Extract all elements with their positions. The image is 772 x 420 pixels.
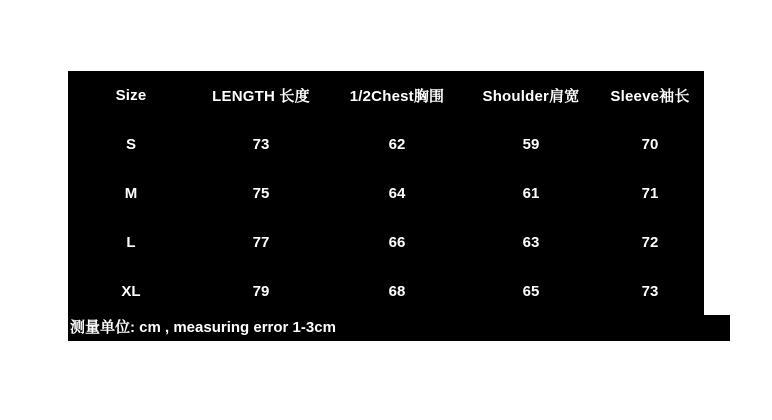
table-row xyxy=(68,120,704,169)
cell-chest: 64 xyxy=(328,169,466,218)
cell-shoulder: 65 xyxy=(466,267,596,316)
cell-size: M xyxy=(68,169,194,218)
table-row xyxy=(68,169,704,218)
cell-length: 79 xyxy=(194,267,328,316)
measurement-note: 测量单位: cm , measuring error 1-3cm xyxy=(68,315,730,341)
table-header-row xyxy=(68,71,704,120)
column-header-shoulder: Shoulder肩宽 xyxy=(466,71,596,120)
cell-sleeve: 72 xyxy=(596,218,704,267)
cell-sleeve: 71 xyxy=(596,169,704,218)
cell-shoulder: 63 xyxy=(466,218,596,267)
table-row xyxy=(68,218,704,267)
column-header-size: Size xyxy=(68,71,194,120)
size-chart-table-wrapper xyxy=(68,71,704,316)
cell-sleeve: 73 xyxy=(596,267,704,316)
cell-chest: 68 xyxy=(328,267,466,316)
column-header-chest: 1/2Chest胸围 xyxy=(328,71,466,120)
cell-shoulder: 61 xyxy=(466,169,596,218)
cell-size: S xyxy=(68,120,194,169)
table-row xyxy=(68,267,704,316)
column-header-length: LENGTH 长度 xyxy=(194,71,328,120)
cell-size: XL xyxy=(68,267,194,316)
cell-length: 77 xyxy=(194,218,328,267)
cell-sleeve: 70 xyxy=(596,120,704,169)
size-chart-table xyxy=(68,71,704,316)
cell-shoulder: 59 xyxy=(466,120,596,169)
cell-chest: 62 xyxy=(328,120,466,169)
cell-chest: 66 xyxy=(328,218,466,267)
cell-length: 73 xyxy=(194,120,328,169)
column-header-sleeve: Sleeve袖长 xyxy=(596,71,704,120)
cell-length: 75 xyxy=(194,169,328,218)
cell-size: L xyxy=(68,218,194,267)
